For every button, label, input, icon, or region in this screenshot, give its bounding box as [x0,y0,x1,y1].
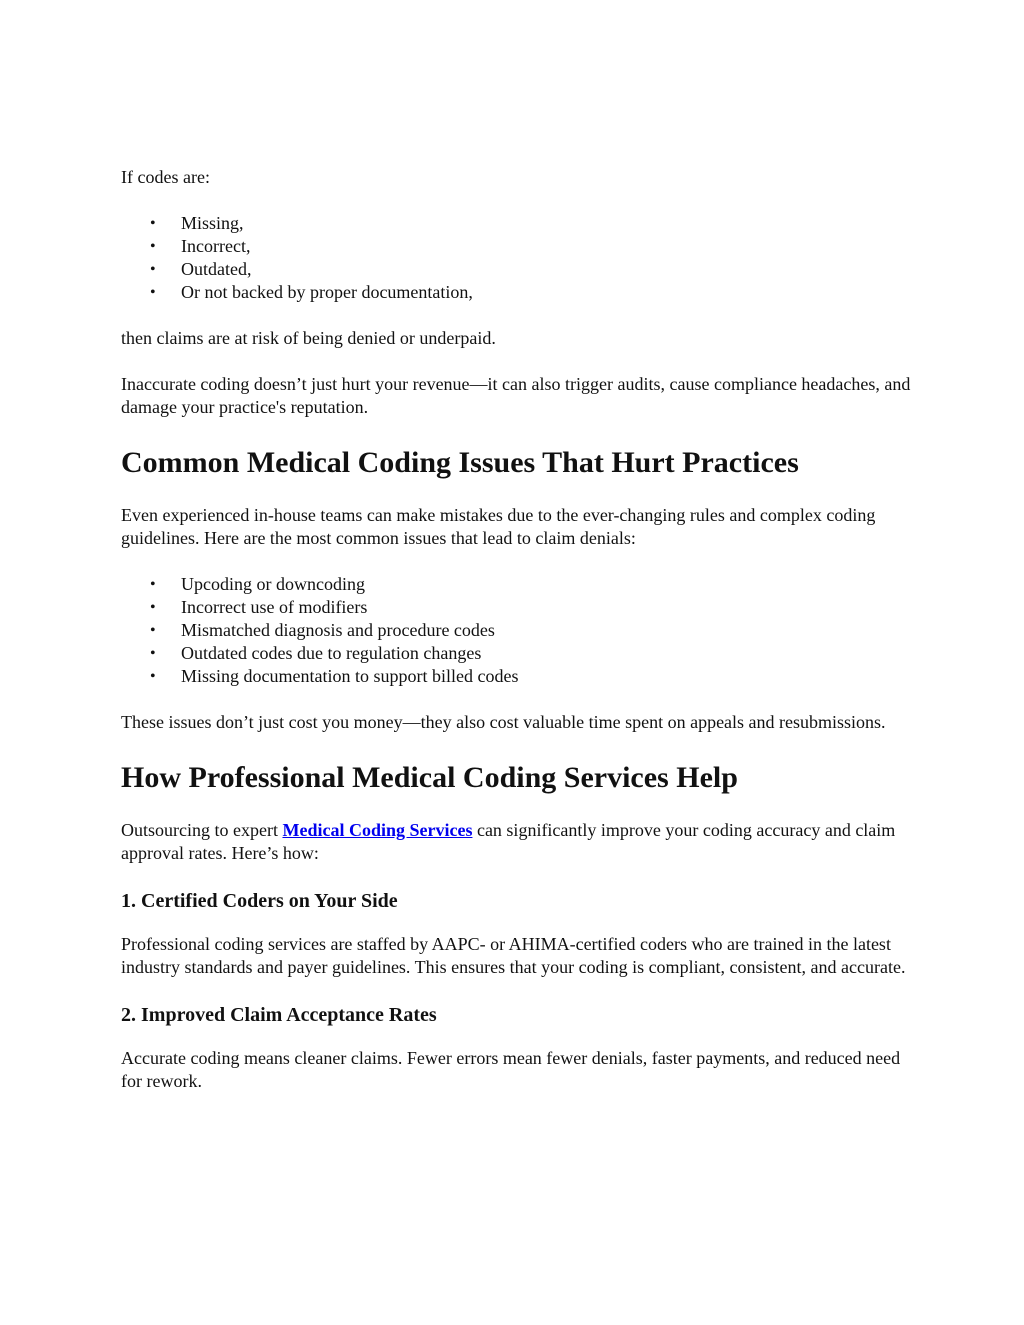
list-item: • Incorrect use of modifiers [121,596,911,619]
list-item: • Missing, [121,212,911,235]
section-1-body: Professional coding services are staffed by AAPC- or AHIMA-certified coders who are trained in the latest industry standards and payer guidelines. This ensures that your coding is compliant, consistent, and accurate. [121,934,906,977]
list-item: • Missing documentation to support billed codes [121,665,911,688]
list-item: • Mismatched diagnosis and procedure codes [121,619,911,642]
document-page [121,166,911,1093]
issues-heading: Common Medical Coding Issues That Hurt Practices [121,446,799,479]
section-2-body: Accurate coding means cleaner claims. Fewer errors mean fewer denials, faster payments, and reduced need for rework. [121,1048,901,1091]
list-item: • Outdated, [121,258,911,281]
list-item: • Upcoding or downcoding [121,573,911,596]
list-item: • Incorrect, [121,235,911,258]
issues-body: Even experienced in-house teams can make mistakes due to the ever-changing rules and complex coding guidelines. Here are the most common issues that lead to claim denials: [121,505,876,548]
intro-then: then claims are at risk of being denied or underpaid. [121,328,496,348]
section-1-heading: 1. Certified Coders on Your Side [121,890,398,912]
help-body [121,819,911,865]
section-2-heading: 2. Improved Claim Acceptance Rates [121,1004,437,1026]
list-item: • Outdated codes due to regulation changes [121,642,911,665]
help-body-before: Outsourcing to expert [121,820,283,840]
issues-list [121,573,911,688]
list-item: • Or not backed by proper documentation, [121,281,911,304]
medical-coding-services-link[interactable]: Medical Coding Services [282,820,473,840]
help-heading: How Professional Medical Coding Services Help [121,761,738,794]
help-body-after: can significantly improve your coding accuracy and claim approval rates. Here’s how: [121,820,896,863]
intro-lead: If codes are: [121,167,210,187]
issues-closing: These issues don’t just cost you money—they also cost valuable time spent on appeals and resubmissions. [121,712,886,732]
intro-inaccurate: Inaccurate coding doesn’t just hurt your revenue—it can also trigger audits, cause compliance headaches, and damage your practice's reputation. [121,374,911,417]
code-problem-list [121,212,911,304]
